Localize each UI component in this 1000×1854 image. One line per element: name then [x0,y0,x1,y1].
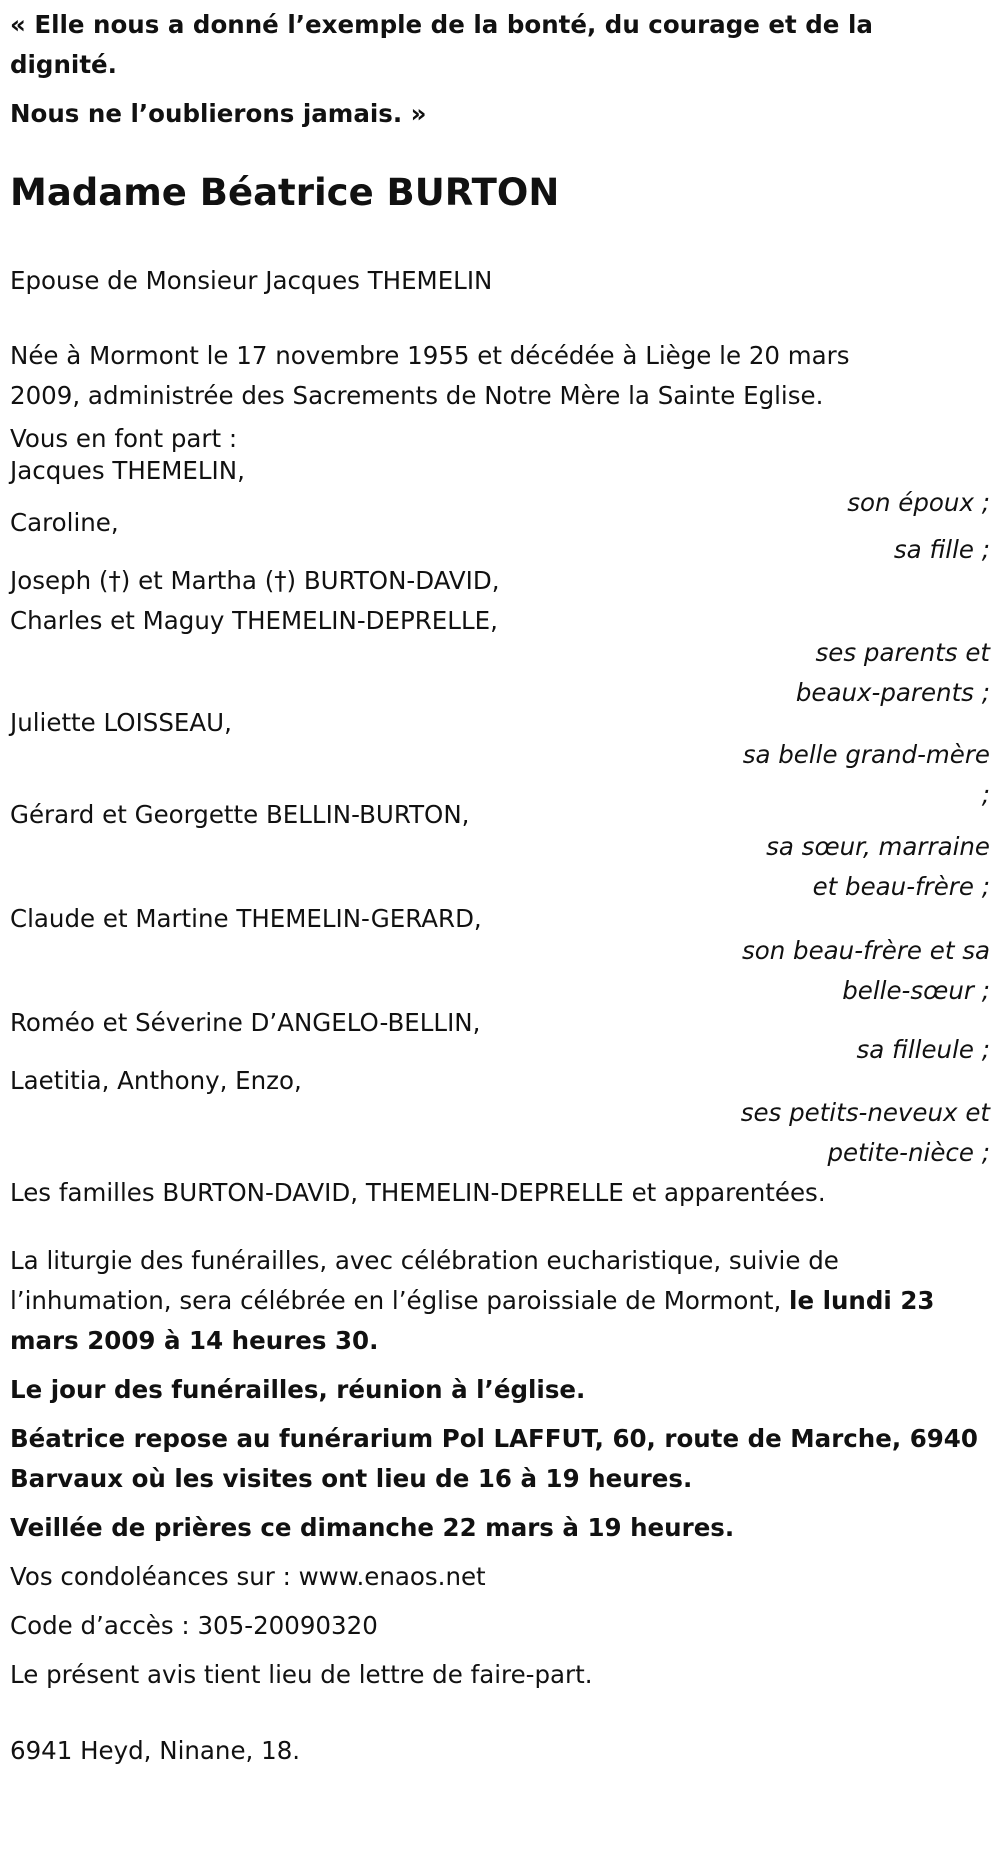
relation-line: son époux ; [847,488,990,517]
notice-line: Le présent avis tient lieu de lettre de faire-part. [10,1660,593,1689]
family-names: Gérard et Georgette BELLIN-BURTON, [10,800,470,829]
relation-line: belle-sœur ; [842,976,990,1005]
relation-line: et beau-frère ; [812,872,990,901]
liturgy-line-3: mars 2009 à 14 heures 30. [10,1326,379,1355]
liturgy-date-start: le lundi 23 [789,1286,935,1315]
deceased-name: Madame Béatrice BURTON [10,171,560,214]
condolences-line: Vos condoléances sur : www.enaos.net [10,1562,486,1591]
family-list [10,451,990,1173]
obituary-notice [0,5,1000,1854]
birth-line-1: Née à Mormont le 17 novembre 1955 et décédée à Liège le 20 mars [10,341,850,370]
family-names: Juliette LOISSEAU, [10,708,232,737]
quote-line-2: dignité. [10,50,117,79]
liturgy-line-2a: l’inhumation, sera célébrée en l’église paroissiale de Mormont, [10,1286,782,1315]
rest-line-2: Barvaux où les visites ont lieu de 16 à 19 heures. [10,1464,693,1493]
family-entry [10,795,990,907]
announcement-intro: Vous en font part : [10,424,238,453]
liturgy-line-1: La liturgie des funérailles, avec célébration eucharistique, suivie de [10,1246,839,1275]
vigil-line: Veillée de prières ce dimanche 22 mars à 19 heures. [10,1513,735,1542]
rest-line-1: Béatrice repose au funérarium Pol LAFFUT, 60, route de Marche, 6940 [10,1424,978,1453]
family-names: Laetitia, Anthony, Enzo, [10,1066,302,1095]
family-relation [10,827,990,907]
family-entry [10,503,990,570]
family-names: Charles et Maguy THEMELIN-DEPRELLE, [10,606,498,635]
spouse-line: Epouse de Monsieur Jacques THEMELIN [10,266,493,295]
liturgy-info [10,1241,990,1361]
relation-line: beaux-parents ; [795,678,990,707]
family-names: Claude et Martine THEMELIN-GERARD, [10,904,482,933]
birth-death-info [10,336,990,416]
family-relation [10,931,990,1011]
relation-line: sa fille ; [893,535,990,564]
relation-line: son beau-frère et sa [741,936,990,965]
relation-line: petite-nièce ; [827,1138,990,1167]
relation-line: sa sœur, marraine [766,832,990,861]
family-entry [10,1061,990,1173]
relation-line: ; [981,780,990,809]
access-code-line: Code d’accès : 305-20090320 [10,1611,378,1640]
quote-line-3: Nous ne l’oublierons jamais. » [10,99,427,128]
relation-line: ses parents et [815,638,990,667]
opening-quote [10,5,990,134]
family-names: Jacques THEMELIN, [10,456,245,485]
funeral-home-info [10,1419,990,1499]
relation-line: ses petits-neveux et [740,1098,990,1127]
family-relation [10,633,990,713]
address-line: 6941 Heyd, Ninane, 18. [10,1736,301,1765]
family-names: Caroline, [10,508,119,537]
quote-line-1: « Elle nous a donné l’exemple de la bonté, du courage et de la [10,10,873,39]
family-entry [10,1003,990,1070]
families-line: Les familles BURTON-DAVID, THEMELIN-DEPRELLE et apparentées. [10,1178,826,1207]
family-entry [10,899,990,1011]
family-names: Joseph (†) et Martha (†) BURTON-DAVID, [10,566,500,595]
liturgy-line-2 [10,1281,990,1321]
birth-line-2: 2009, administrée des Sacrements de Notre Mère la Sainte Eglise. [10,381,824,410]
relation-line: sa filleule ; [856,1035,990,1064]
family-relation [10,1093,990,1173]
relation-line: sa belle grand-mère [742,740,990,769]
family-names: Roméo et Séverine D’ANGELO-BELLIN, [10,1008,481,1037]
family-entry [10,561,990,713]
meeting-line: Le jour des funérailles, réunion à l’église. [10,1375,586,1404]
